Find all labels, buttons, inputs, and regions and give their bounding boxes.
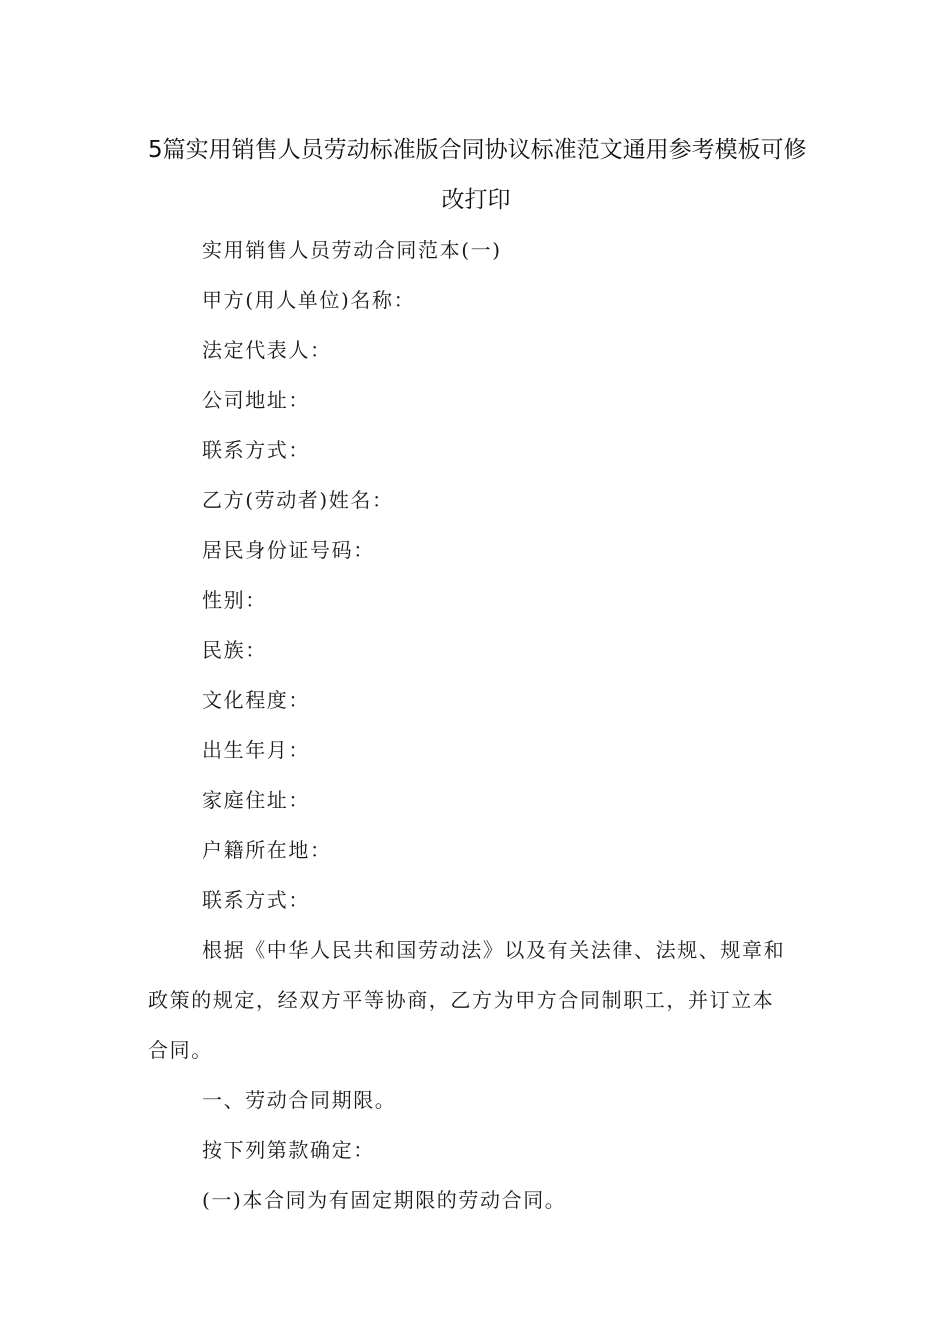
section-1-item-1: (一)本合同为有固定期限的劳动合同。: [202, 1188, 567, 1212]
birth-date-field: 出生年月：: [202, 738, 310, 762]
ethnicity-field: 民族：: [202, 638, 267, 662]
party-b-contact-field: 联系方式：: [202, 888, 310, 912]
party-a-name-field: 甲方(用人单位)名称：: [202, 288, 416, 312]
legal-representative-field: 法定代表人：: [202, 338, 332, 362]
party-b-name-field: 乙方(劳动者)姓名：: [202, 488, 394, 512]
document-title-line-1: 5篇实用销售人员劳动标准版合同协议标准范文通用参考模板可修: [148, 137, 807, 163]
preamble-line-3: 合同。: [148, 1038, 213, 1062]
document-title-line-2: 改打印: [441, 187, 511, 213]
contract-heading: 实用销售人员劳动合同范本(一): [202, 238, 502, 262]
section-1-intro: 按下列第款确定：: [202, 1138, 375, 1162]
party-a-contact-field: 联系方式：: [202, 438, 310, 462]
education-field: 文化程度：: [202, 688, 310, 712]
preamble-line-2: 政策的规定，经双方平等协商，乙方为甲方合同制职工，并订立本: [148, 988, 775, 1012]
company-address-field: 公司地址：: [202, 388, 310, 412]
section-1-heading: 一、劳动合同期限。: [202, 1088, 397, 1112]
home-address-field: 家庭住址：: [202, 788, 310, 812]
id-number-field: 居民身份证号码：: [202, 538, 375, 562]
gender-field: 性别：: [202, 588, 267, 612]
household-registration-field: 户籍所在地：: [202, 838, 332, 862]
preamble-line-1: 根据《中华人民共和国劳动法》以及有关法律、法规、规章和: [202, 938, 786, 962]
